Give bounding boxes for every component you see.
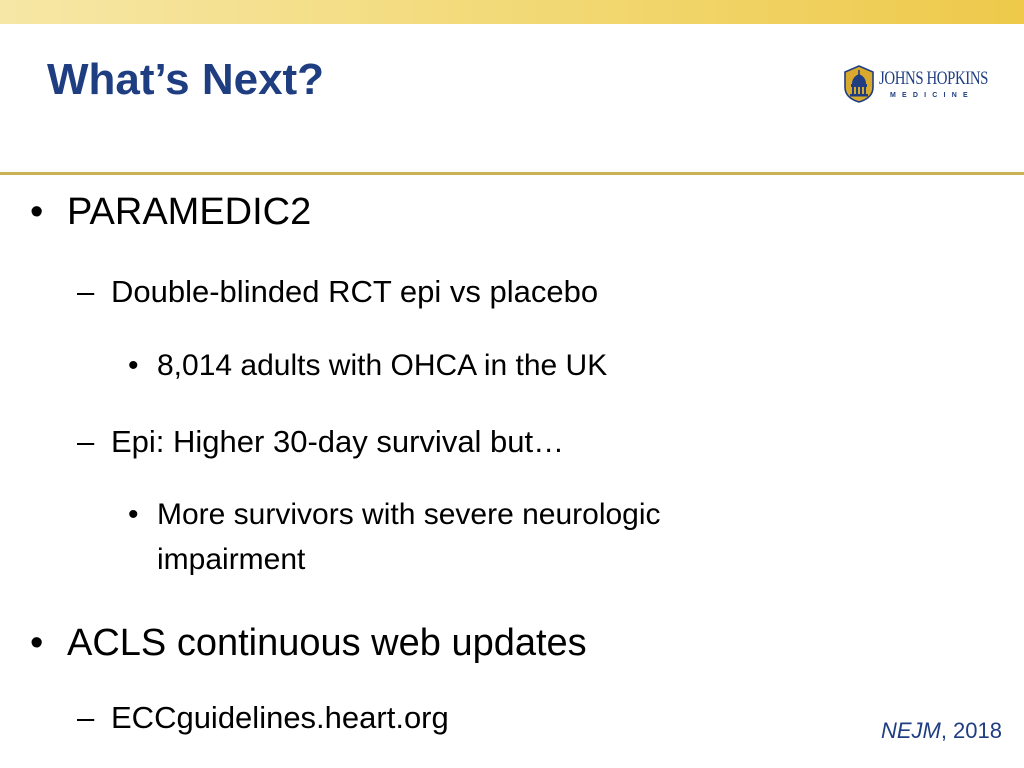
subbullet-double-blinded: Double-blinded RCT epi vs placebo — [111, 274, 599, 309]
subbullet-eccguidelines: ECCguidelines.heart.org — [111, 700, 449, 735]
bullet-marker: • — [30, 622, 44, 664]
dash-marker: – — [77, 700, 95, 735]
bullet-acls-updates: ACLS continuous web updates — [67, 622, 587, 664]
logo-subtitle: MEDICINE — [890, 92, 974, 99]
citation — [881, 718, 1002, 744]
citation-journal: NEJM — [880, 718, 941, 743]
subsubbullet-survivors-cont: impairment — [157, 543, 306, 576]
bullet-paramedic2: PARAMEDIC2 — [67, 191, 312, 233]
logo-wordmark: JOHNS HOPKINS — [879, 68, 988, 89]
subsubbullet-adults: 8,014 adults with OHCA in the UK — [157, 349, 608, 382]
bullet-marker: • — [128, 349, 139, 382]
bullet-marker: • — [30, 191, 44, 233]
citation-year: , 2018 — [940, 718, 1002, 743]
subbullet-epi-survival: Epi: Higher 30-day survival but… — [111, 424, 565, 459]
dash-marker: – — [77, 424, 95, 459]
bullet-marker: • — [128, 498, 139, 531]
subsubbullet-survivors: More survivors with severe neurologic — [157, 498, 661, 531]
dash-marker: – — [77, 274, 95, 309]
slide-title: What’s Next? — [47, 55, 325, 104]
